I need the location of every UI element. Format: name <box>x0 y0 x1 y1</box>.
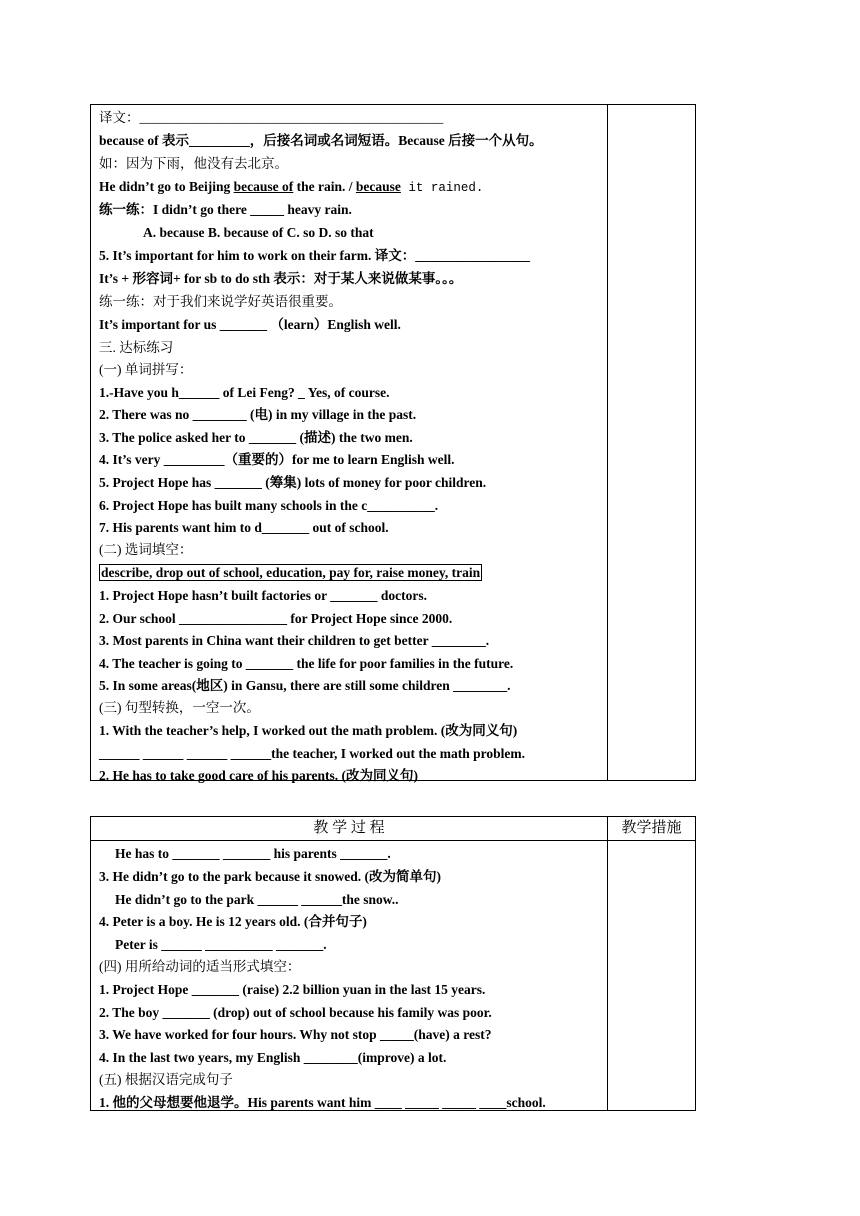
measures-header: 教学措施 <box>608 817 695 841</box>
section-3-title: 三. 达标练习 <box>99 340 174 355</box>
measures-column <box>608 105 695 780</box>
spelling-item: 5. Project Hope has _______ (筹集) lots of money for poor children. <box>99 475 487 490</box>
fill-item: 5. In some areas(地区) in Gansu, there are still some children ________. <box>99 678 511 693</box>
verb-form-item: 3. We have worked for four hours. Why not stop _____(have) a rest? <box>99 1027 492 1042</box>
answer-line: He didn’t go to the park ______ ______the snow.. <box>115 892 399 907</box>
content-column <box>91 841 608 1110</box>
verb-form-item: 4. In the last two years, my English ________(improve) a lot. <box>99 1050 447 1065</box>
subsection-2-title: (二) 选词填空： <box>99 542 193 557</box>
content-column <box>91 105 608 783</box>
grammar-note: It’s + 形容词+ for sb to do sth 表示：对于某人来说做某事。。。 <box>99 271 463 286</box>
spelling-item: 3. The police asked her to _______ (描述) the two men. <box>99 430 413 445</box>
fill-item: 3. Most parents in China want their children to get better ________. <box>99 633 490 648</box>
process-header: 教 学 过 程 <box>91 817 608 841</box>
measures-column <box>608 841 695 1110</box>
sentence-5: 5. It’s important for him to work on their farm. 译文：_________________ <box>99 248 530 263</box>
spelling-item: 7. His parents want him to d_______ out of school. <box>99 520 389 535</box>
answer-line: He has to _______ _______ his parents _______. <box>115 846 391 861</box>
subsection-1-title: (一) 单词拼写： <box>99 362 193 377</box>
practice-1-options: A. because B. because of C. so D. so that <box>143 225 374 240</box>
subsection-3-title: (三) 句型转换，一空一次。 <box>99 700 260 715</box>
verb-form-item: 2. The boy _______ (drop) out of school because his family was poor. <box>99 1005 492 1020</box>
subsection-4-title: (四) 用所给动词的适当形式填空： <box>99 959 301 974</box>
example-en: He didn’t go to Beijing because of the rain. / because it rained. <box>99 179 484 195</box>
practice-2-answer: It’s important for us _______ （learn）English well. <box>99 317 401 332</box>
spelling-item: 1.-Have you h______ of Lei Feng? _ Yes, of course. <box>99 385 390 400</box>
lesson-table-2 <box>90 816 696 1111</box>
transform-item: 2. He has to take good care of his parents. (改为同义句) <box>99 768 418 783</box>
example-cn: 如：因为下雨，他没有去北京。 <box>99 156 288 171</box>
fill-item: 2. Our school ________________ for Project Hope since 2000. <box>99 611 453 626</box>
translate-item: 1. 他的父母想要他退学。His parents want him ____ _____ _____ ____school. <box>99 1095 546 1110</box>
spelling-item: 6. Project Hope has built many schools in the c__________. <box>99 498 439 513</box>
spelling-item: 4. It’s very _________（重要的）for me to learn English well. <box>99 452 455 467</box>
because-of-note: because of 表示_________，后接名词或名词短语。Because 后接一个从句。 <box>99 133 543 148</box>
lesson-table-1 <box>90 104 696 781</box>
transform-item: 4. Peter is a boy. He is 12 years old. (合并句子) <box>99 914 367 929</box>
word-bank: describe, drop out of school, education, pay for, raise money, train <box>101 565 481 580</box>
verb-form-item: 1. Project Hope _______ (raise) 2.2 billion yuan in the last 15 years. <box>99 982 486 997</box>
fill-item: 4. The teacher is going to _______ the life for poor families in the future. <box>99 656 514 671</box>
transform-answer: ______ ______ ______ ______the teacher, I worked out the math problem. <box>99 746 525 761</box>
transform-item: 1. With the teacher’s help, I worked out the math problem. (改为同义句) <box>99 723 518 738</box>
subsection-5-title: (五) 根据汉语完成句子 <box>99 1072 233 1087</box>
transform-item: 3. He didn’t go to the park because it snowed. (改为简单句) <box>99 869 442 884</box>
practice-2: 练一练：对于我们来说学好英语很重要。 <box>99 294 342 309</box>
translation-line: 译文：_____________________________________________ <box>99 110 444 125</box>
spelling-item: 2. There was no ________ (电) in my village in the past. <box>99 407 417 422</box>
practice-1: 练一练：I didn’t go there _____ heavy rain. <box>99 202 352 217</box>
answer-line: Peter is ______ __________ _______. <box>115 937 327 952</box>
fill-item: 1. Project Hope hasn’t built factories or _______ doctors. <box>99 588 427 603</box>
